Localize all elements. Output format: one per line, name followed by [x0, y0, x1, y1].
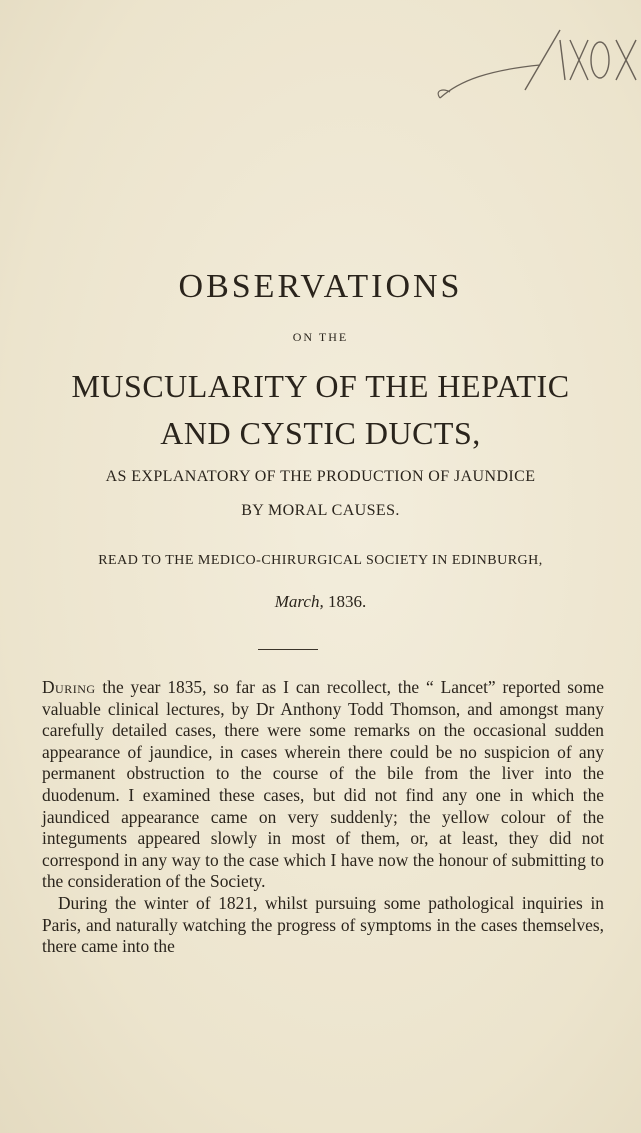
handwritten-shelfmark: [520, 20, 640, 110]
subtitle-line-2: AND CYSTIC DUCTS,: [160, 415, 481, 451]
body-text: [42, 677, 604, 958]
paragraph-1-text: the year 1835, so far as I can recollect, the “ Lancet” reported some valuable clinical lectures, by Dr Anthony Todd Thomson, and amongst many carefully detailed cases, there were some remarks on the occasional sudden appearance of jaundice, in cases wherein there could be no suspicion of any permanent obstruction to the course of the bile from the liver into the duodenum. I examined these cases, but did not find any one in which the jaundiced appearance came on very suddenly; the yellow colour of the integuments appeared slowly in most of them, or, at least, they did not correspond in any way to the case which I have now the honour of submitting to the consideration of the Society.: [42, 677, 604, 892]
subtitle-line-1: MUSCULARITY OF THE HEPATIC: [71, 368, 570, 404]
explanatory-line-2: BY MORAL CAUSES.: [241, 502, 400, 519]
section-divider: [258, 649, 318, 650]
paragraph-2: During the winter of 1821, whilst pursuing some pathological inquiries in Paris, and naturally watching the progress of symptoms in the cases themselves, there came into the: [42, 892, 604, 957]
date-month: March,: [274, 592, 324, 611]
page-title: OBSERVATIONS: [178, 268, 463, 305]
date-year: 1836.: [323, 592, 367, 611]
read-to-line: READ TO THE MEDICO-CHIRURGICAL SOCIETY IN EDINBURGH,: [98, 553, 543, 568]
explanatory-line-1: AS EXPLANATORY OF THE PRODUCTION OF JAUNDICE: [105, 468, 536, 485]
date-line: [0, 592, 641, 612]
paragraph-1: [42, 677, 604, 893]
on-the-label: ON THE: [292, 330, 349, 344]
paragraph-lead-word: During: [42, 677, 96, 697]
